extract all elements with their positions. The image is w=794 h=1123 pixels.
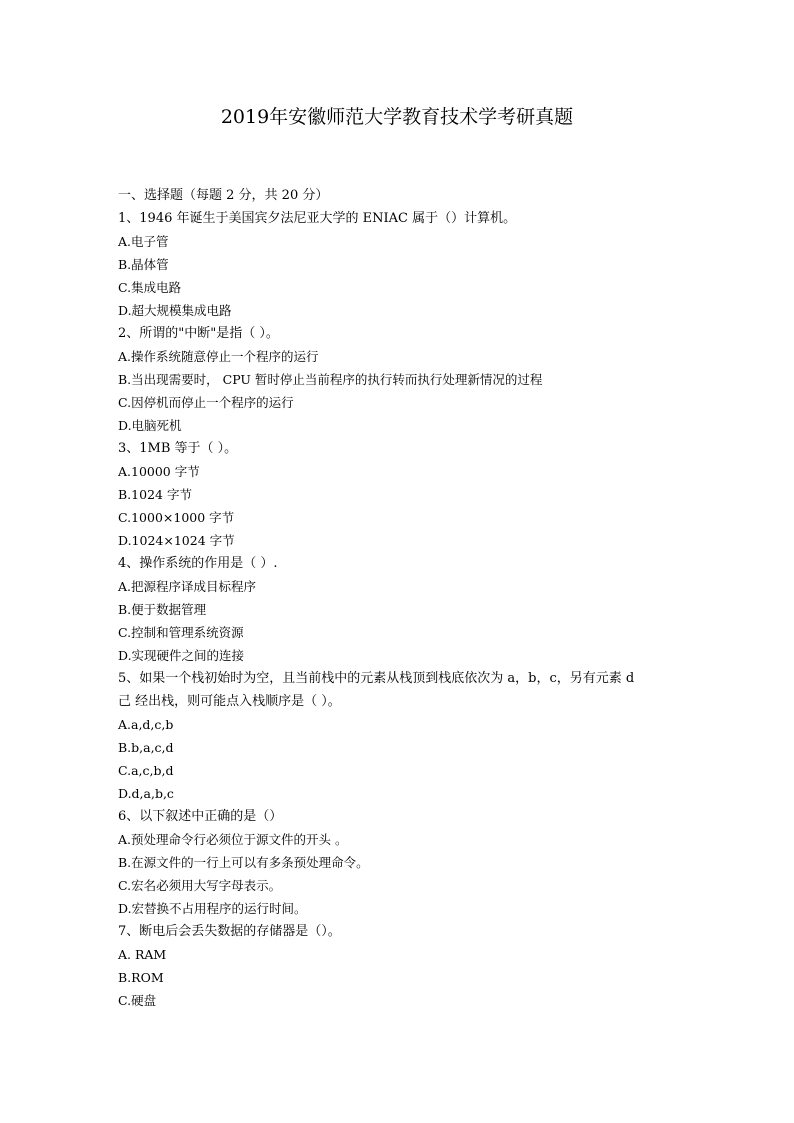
q6-option-d: D.宏替换不占用程序的运行时间。 [118,901,307,916]
q6-option-c: C.宏名必须用大写字母表示。 [118,878,282,893]
q1-option-a: A.电子管 [118,234,169,249]
q5-option-a: A.a,d,c,b [118,717,174,732]
q7-option-a: A. RAM [118,947,167,962]
question-6: 6、以下叙述中正确的是（） [118,809,283,824]
q1-option-d: D.超大规模集成电路 [118,303,232,318]
q5-option-d: D.d,a,b,c [118,786,174,801]
question-3: 3、1MB 等于（ ）。 [118,441,238,456]
q7-option-c: C.硬盘 [118,993,157,1008]
q4-option-c: C.控制和管理系统资源 [118,625,244,640]
q3-option-c: C.1000×1000 字节 [118,510,235,525]
page-title: 2019年安徽师范大学教育技术学考研真题 [220,106,574,128]
question-1: 1、1946 年诞生于美国宾夕法尼亚大学的 ENIAC 属于（）计算机。 [118,211,517,226]
q2-option-c: C.因停机而停止一个程序的运行 [118,395,294,410]
q6-option-b: B.在源文件的一行上可以有多条预处理命令。 [118,855,369,870]
q2-option-a: A.操作系统随意停止一个程序的运行 [118,349,319,364]
q7-option-b: B.ROM [118,970,164,985]
question-7: 7、断电后会丢失数据的存储器是（）。 [118,924,341,939]
question-list [118,184,678,1012]
q5-option-c: C.a,c,b,d [118,763,174,778]
q2-option-b: B.当出现需要时， CPU 暂时停止当前程序的执行转而执行处理新情况的过程 [118,372,543,387]
q4-option-a: A.把源程序译成目标程序 [118,579,257,594]
question-5-continued: 己 经出栈，则可能点入栈顺序是（ ）。 [118,694,341,709]
q3-option-a: A.10000 字节 [118,464,200,479]
q2-option-d: D.电脑死机 [118,418,182,433]
section-heading: 一、选择题（每题 2 分，共 20 分） [118,188,329,203]
question-4: 4、操作系统的作用是（ ）. [118,556,278,571]
q6-option-a: A.预处理命令行必须位于源文件的开头 。 [118,832,348,847]
q3-option-d: D.1024×1024 字节 [118,533,235,548]
q4-option-d: D.实现硬件之间的连接 [118,648,245,663]
q5-option-b: B.b,a,c,d [118,740,174,755]
question-2: 2、所谓的"中断"是指（ ）。 [118,326,279,341]
question-5: 5、如果一个栈初始时为空，且当前栈中的元素从栈顶到栈底依次为 a，b，c，另有元素 d [118,671,635,686]
q1-option-b: B.晶体管 [118,257,169,272]
q4-option-b: B.便于数据管理 [118,602,207,617]
q1-option-c: C.集成电路 [118,280,182,295]
q3-option-b: B.1024 字节 [118,487,192,502]
